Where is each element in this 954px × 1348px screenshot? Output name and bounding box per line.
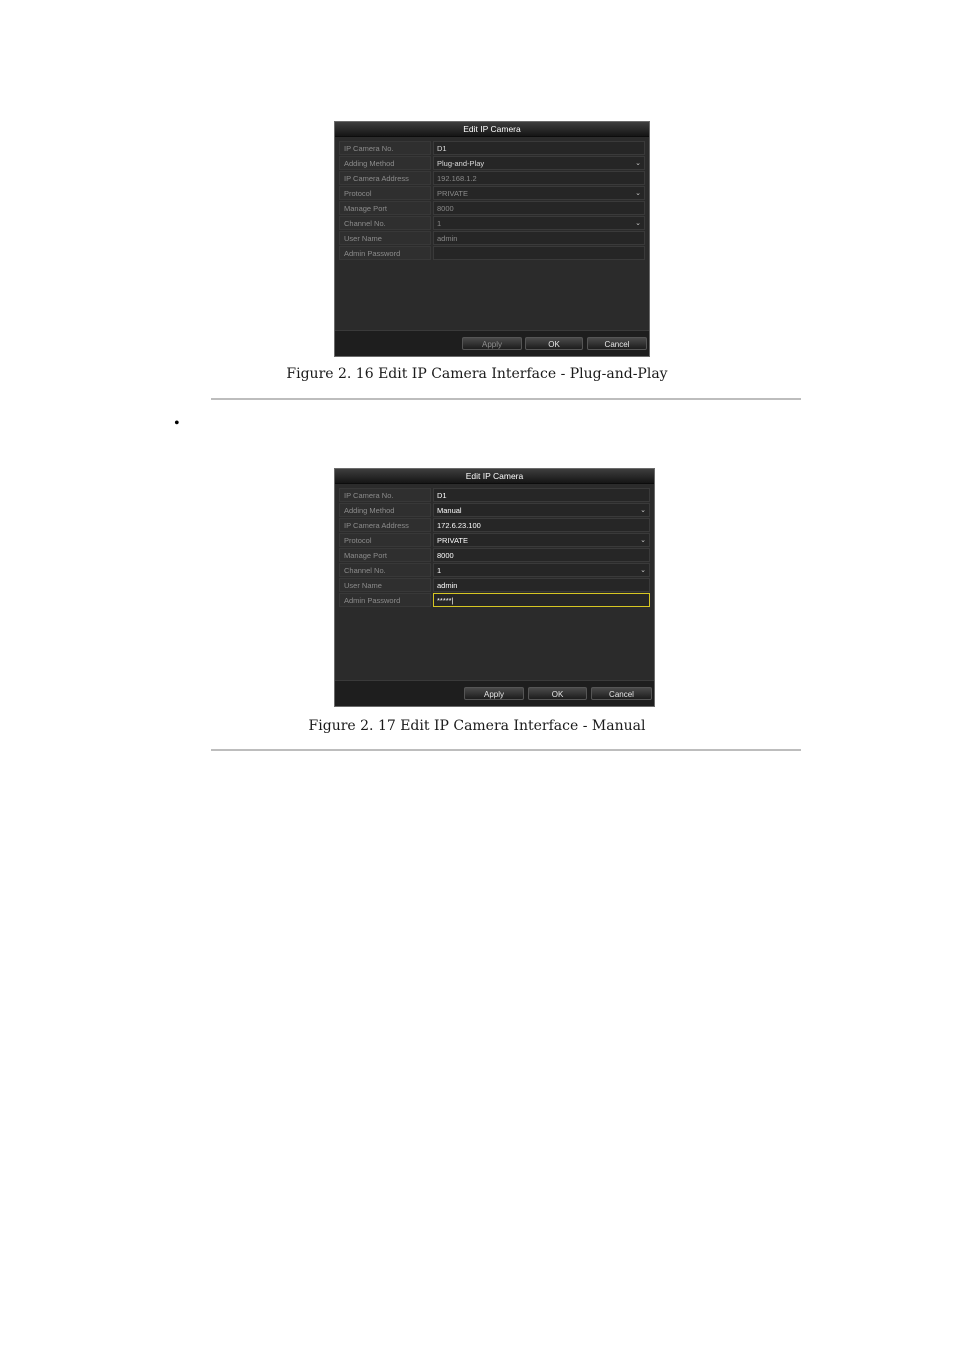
field-admin-password (339, 593, 650, 607)
field-ip-camera-address (339, 171, 645, 185)
list-bullet: • (174, 415, 180, 432)
field-manage-port (339, 548, 650, 562)
field-admin-password (339, 246, 645, 260)
field-label: Protocol (339, 186, 431, 200)
chevron-down-icon: ⌄ (635, 160, 641, 167)
field-label: IP Camera No. (339, 488, 431, 502)
field-channel-no (339, 216, 645, 230)
dialog-title: Edit IP Camera (335, 469, 654, 484)
admin-password-input[interactable]: *****| (433, 593, 650, 607)
channel-no-select (433, 216, 645, 230)
ip-camera-no-value: D1 (433, 488, 650, 502)
field-ip-camera-no (339, 488, 650, 502)
field-label: User Name (339, 231, 431, 245)
field-user-name (339, 231, 645, 245)
field-label: Admin Password (339, 593, 431, 607)
figure-caption: Figure 2. 17 Edit IP Camera Interface - Manual (308, 718, 646, 734)
chevron-down-icon: ⌄ (640, 537, 646, 544)
field-label: Manage Port (339, 548, 431, 562)
dialog-title: Edit IP Camera (335, 122, 649, 137)
field-label: Admin Password (339, 246, 431, 260)
user-name-input: admin (433, 231, 645, 245)
field-label: Protocol (339, 533, 431, 547)
cancel-button[interactable]: Cancel (587, 337, 647, 350)
field-protocol (339, 533, 650, 547)
ip-camera-address-input[interactable]: 172.6.23.100 (433, 518, 650, 532)
admin-password-input (433, 246, 645, 260)
protocol-select (433, 186, 645, 200)
ok-button[interactable]: OK (528, 687, 587, 700)
field-label: IP Camera Address (339, 171, 431, 185)
protocol-value: PRIVATE (437, 536, 468, 545)
field-channel-no (339, 563, 650, 577)
adding-method-select[interactable] (433, 503, 650, 517)
apply-button[interactable]: Apply (464, 687, 524, 700)
field-label: Adding Method (339, 156, 431, 170)
field-label: IP Camera No. (339, 141, 431, 155)
field-label: Manage Port (339, 201, 431, 215)
chevron-down-icon: ⌄ (640, 567, 646, 574)
field-adding-method (339, 503, 650, 517)
field-label: User Name (339, 578, 431, 592)
field-protocol (339, 186, 645, 200)
ok-button[interactable]: OK (525, 337, 583, 350)
field-label: IP Camera Address (339, 518, 431, 532)
ip-camera-no-value: D1 (433, 141, 645, 155)
adding-method-value: Plug-and-Play (437, 159, 485, 168)
field-label: Channel No. (339, 563, 431, 577)
edit-ip-camera-dialog-manual (334, 468, 655, 707)
chevron-down-icon: ⌄ (640, 507, 646, 514)
cancel-button[interactable]: Cancel (591, 687, 652, 700)
dialog-footer (335, 330, 649, 356)
adding-method-value: Manual (437, 506, 462, 515)
protocol-value: PRIVATE (437, 189, 468, 198)
ip-camera-address-input: 192.168.1.2 (433, 171, 645, 185)
manage-port-input[interactable]: 8000 (433, 548, 650, 562)
field-ip-camera-address (339, 518, 650, 532)
adding-method-select[interactable] (433, 156, 645, 170)
field-label: Channel No. (339, 216, 431, 230)
apply-button[interactable]: Apply (462, 337, 522, 350)
field-adding-method (339, 156, 645, 170)
chevron-down-icon: ⌄ (635, 220, 641, 227)
field-user-name (339, 578, 650, 592)
channel-no-value: 1 (437, 219, 442, 228)
channel-no-select[interactable] (433, 563, 650, 577)
chevron-down-icon: ⌄ (635, 190, 641, 197)
field-label: Adding Method (339, 503, 431, 517)
field-manage-port (339, 201, 645, 215)
manage-port-input: 8000 (433, 201, 645, 215)
protocol-select[interactable] (433, 533, 650, 547)
divider (211, 749, 801, 751)
edit-ip-camera-dialog-plug-and-play (334, 121, 650, 357)
field-ip-camera-no (339, 141, 645, 155)
channel-no-value: 1 (437, 566, 442, 575)
figure-caption: Figure 2. 16 Edit IP Camera Interface - Plug-and-Play (286, 366, 668, 382)
user-name-input[interactable]: admin (433, 578, 650, 592)
dialog-footer (335, 680, 654, 706)
divider (211, 398, 801, 400)
